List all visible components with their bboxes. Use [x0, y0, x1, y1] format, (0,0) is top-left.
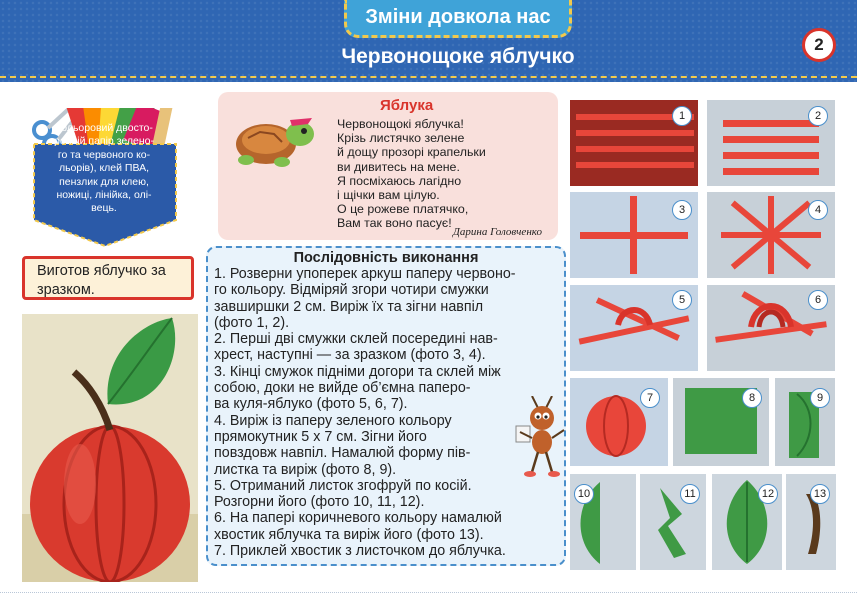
bottom-divider — [0, 592, 857, 593]
step-item: 1. Розверни упоперек аркуш паперу червоно- го кольору. Відміряй згори чотири смужки завширшки 2 см. Виріж їх та зігни навпіл (фото 1, 2). — [214, 266, 516, 331]
photo-badge: 9 — [810, 388, 830, 408]
photo-badge: 12 — [758, 484, 778, 504]
page-title: Червонощоке яблучко — [341, 45, 575, 68]
task-box — [22, 256, 194, 300]
step-item: 3. Кінці смужок підніми догори та склей між собою, доки не вийде об’ємна паперо- ва куля-яблуко (фото 5, 6, 7). — [214, 363, 501, 413]
step-item: 4. Виріж із паперу зеленого кольору прямокутник 5 х 7 см. Зігни його повздовж навпіл. Намалюй форму пів- листка та виріж (фото 8, 9). — [214, 412, 471, 478]
photo-badge: 11 — [680, 484, 700, 504]
photo-badge: 7 — [640, 388, 660, 408]
photo-badge: 3 — [672, 200, 692, 220]
turtle-icon — [230, 104, 326, 174]
step-item: 2. Перші дві смужки склей посередині нав- хрест, наступні — за зразком (фото 3, 4). — [214, 331, 498, 364]
finished-apple-photo — [22, 314, 198, 582]
ant-mascot-icon — [512, 396, 572, 480]
poem-title: Яблука — [380, 97, 434, 114]
photo-badge: 4 — [808, 200, 828, 220]
photo-badge: 13 — [810, 484, 830, 504]
section-title: Зміни довкола нас — [344, 0, 572, 38]
task-line: Виготов яблучко за — [37, 263, 166, 279]
poem-text: Червонощокі яблучка! Крізь листячко зелене й дощу прозорі крапельки ви дивитесь на мене. Я посміхаюсь лагідно і щічки вам цілую. О це рожеве платячко, Вам так воно пасує! — [337, 117, 486, 231]
materials-text: Кольоровий двосто- ронній папір зелено- го та червоного ко- льорів), клей ПВА, пензлик для клею, ножиці, лінійка, олі- вець. — [54, 122, 154, 215]
steps-title: Послідовність виконання — [293, 250, 479, 266]
poem-author: Дарина Головченко — [452, 226, 542, 238]
photo-badge: 2 — [808, 106, 828, 126]
photo-badge: 6 — [808, 290, 828, 310]
photo-badge: 5 — [672, 290, 692, 310]
photo-badge: 1 — [672, 106, 692, 126]
steps-list — [214, 266, 560, 559]
photo-badge: 8 — [742, 388, 762, 408]
step-item: 5. Отриманий листок згофруй по косій. Розгорни його (фото 10, 11, 12). — [214, 477, 472, 511]
step-item: 7. Приклей хвостик з листочком до яблучка. — [214, 543, 506, 560]
photo-badge: 10 — [574, 484, 594, 504]
page-number: 2 — [802, 28, 836, 62]
banner-stitch-line — [0, 76, 857, 78]
step-item: 6. На папері коричневого кольору намалюй хвостик яблучка та виріж його (фото 13). — [214, 510, 502, 543]
task-line: зразком. — [37, 282, 95, 298]
